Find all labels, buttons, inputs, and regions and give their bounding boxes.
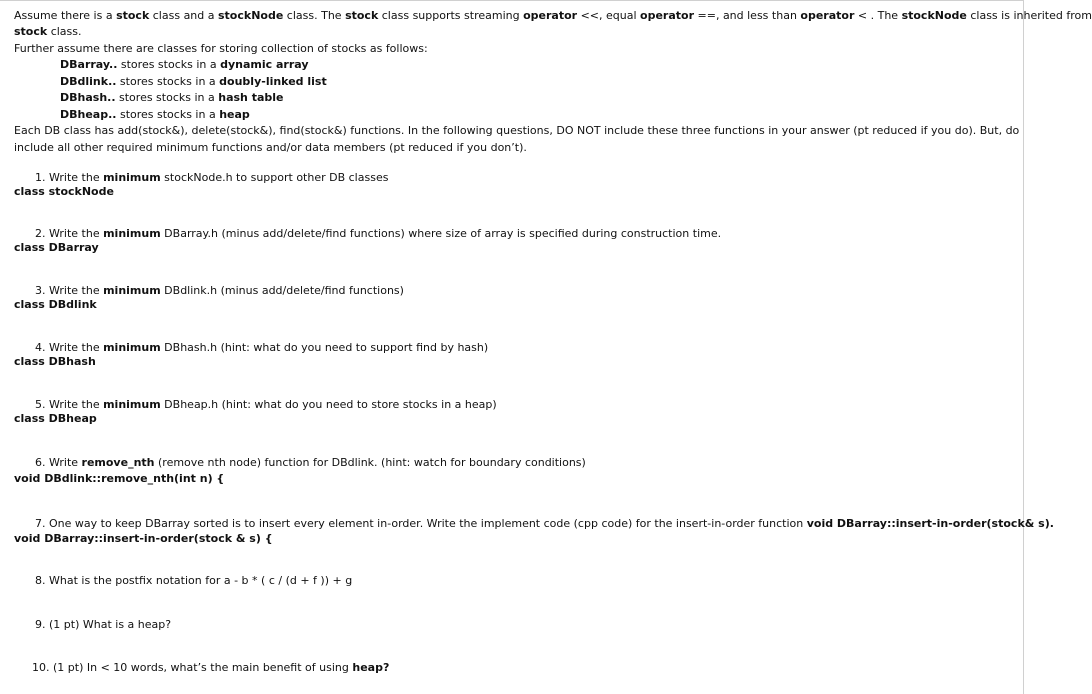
bold-text-run: DBheap..: [60, 108, 117, 121]
db-list-item-dbhash: [60, 91, 284, 105]
question-7: [35, 517, 1054, 531]
code-stub-7: [14, 532, 273, 546]
text-run: 3. Write the: [35, 284, 104, 297]
bold-text-run: stockNode: [218, 9, 284, 22]
bold-text-run: stock: [14, 25, 48, 38]
bold-text-run: heap: [219, 108, 250, 121]
db-list-item-dbheap: [60, 108, 250, 122]
text-run: 1. Write the: [35, 171, 104, 184]
instructions-line-1: [14, 124, 1019, 138]
text-run: Assume there is a: [14, 9, 117, 22]
text-run: Further assume there are classes for storing collection of stocks as follows:: [14, 42, 428, 55]
bold-text-run: class DBdlink: [14, 298, 97, 311]
text-run: stores stocks in a: [117, 58, 221, 71]
bold-text-run: minimum: [103, 398, 161, 411]
code-stub-5: [14, 412, 97, 426]
text-run: class and a: [149, 9, 218, 22]
bold-text-run: operator: [800, 9, 855, 22]
bold-text-run: class DBhash: [14, 355, 96, 368]
text-run: 9. (1 pt) What is a heap?: [35, 618, 172, 631]
bold-text-run: stockNode: [901, 9, 967, 22]
question-6: [35, 456, 586, 470]
text-run: ==, and less than: [694, 9, 801, 22]
bold-text-run: remove_nth: [81, 456, 155, 469]
text-run: 2. Write the: [35, 227, 104, 240]
question-1: [35, 171, 388, 185]
text-run: DBhash.h (hint: what do you need to support find by hash): [160, 341, 489, 354]
question-4: [35, 341, 488, 355]
bold-text-run: doubly-linked list: [219, 75, 327, 88]
intro-paragraph-line-1: [14, 9, 1092, 23]
text-run: DBarray.h (minus add/delete/find functions) where size of array is specified during construction time.: [160, 227, 722, 240]
bold-text-run: minimum: [103, 171, 161, 184]
question-9: [35, 618, 171, 632]
text-run: stockNode.h to support other DB classes: [160, 171, 389, 184]
db-list-item-dbdlink: [60, 75, 327, 89]
bold-text-run: operator: [523, 9, 578, 22]
text-run: (remove nth node) function for DBdlink. (hint: watch for boundary conditions): [154, 456, 586, 469]
question-2: [35, 227, 721, 241]
bold-text-run: minimum: [103, 341, 161, 354]
text-run: 8. What is the postfix notation for a - b * ( c / (d + f )) + g: [35, 574, 353, 587]
bold-text-run: heap?: [352, 661, 390, 674]
text-run: DBdlink.h (minus add/delete/find functions): [160, 284, 404, 297]
bold-text-run: operator: [640, 9, 695, 22]
instructions-line-2: [14, 141, 527, 155]
text-run: class supports streaming: [378, 9, 524, 22]
code-stub-1: [14, 185, 114, 199]
text-run: DBheap.h (hint: what do you need to store stocks in a heap): [160, 398, 497, 411]
text-run: <<, equal: [577, 9, 641, 22]
text-run: 10. (1 pt) In < 10 words, what’s the main benefit of using: [32, 661, 353, 674]
text-run: stores stocks in a: [116, 108, 220, 121]
text-run: include all other required minimum functions and/or data members (pt reduced if you don’t).: [14, 141, 527, 154]
code-stub-4: [14, 355, 96, 369]
text-run: 7. One way to keep DBarray sorted is to insert every element in-order. Write the implement code (cpp code) for the insert-in-order function: [35, 517, 807, 530]
bold-text-run: class DBheap: [14, 412, 97, 425]
bold-text-run: class DBarray: [14, 241, 99, 254]
text-run: class.: [47, 25, 82, 38]
text-run: 5. Write the: [35, 398, 104, 411]
question-10: [32, 661, 389, 675]
bold-text-run: minimum: [103, 284, 161, 297]
text-run: 4. Write the: [35, 341, 104, 354]
intro-further-line: [14, 42, 428, 56]
bold-text-run: void DBarray::insert-in-order(stock& s).: [806, 517, 1054, 530]
code-stub-6: [14, 472, 224, 486]
code-stub-2: [14, 241, 99, 255]
bold-text-run: stock: [116, 9, 150, 22]
bold-text-run: void DBarray::insert-in-order(stock & s) {: [14, 532, 273, 545]
bold-text-run: DBdlink..: [60, 75, 117, 88]
intro-paragraph-line-2: [14, 25, 82, 39]
bold-text-run: hash table: [218, 91, 284, 104]
text-run: < . The: [854, 9, 902, 22]
question-5: [35, 398, 497, 412]
bold-text-run: stock: [345, 9, 379, 22]
db-list-item-dbarray: [60, 58, 309, 72]
text-run: stores stocks in a: [115, 91, 219, 104]
text-run: 6. Write: [35, 456, 82, 469]
bold-text-run: DBarray..: [60, 58, 118, 71]
text-run: class. The: [283, 9, 346, 22]
text-run: stores stocks in a: [116, 75, 220, 88]
code-stub-3: [14, 298, 97, 312]
text-run: class is inherited from: [966, 9, 1092, 22]
right-border: [1023, 0, 1024, 694]
bold-text-run: void DBdlink::remove_nth(int n) {: [14, 472, 225, 485]
text-run: Each DB class has add(stock&), delete(stock&), find(stock&) functions. In the following questions, DO NOT include these three functions in your answer (pt reduced if you do). But, do: [14, 124, 1020, 137]
bold-text-run: class stockNode: [14, 185, 114, 198]
bold-text-run: dynamic array: [220, 58, 309, 71]
bold-text-run: DBhash..: [60, 91, 116, 104]
bold-text-run: minimum: [103, 227, 161, 240]
question-8: [35, 574, 352, 588]
top-border: [0, 0, 1024, 1]
question-3: [35, 284, 404, 298]
